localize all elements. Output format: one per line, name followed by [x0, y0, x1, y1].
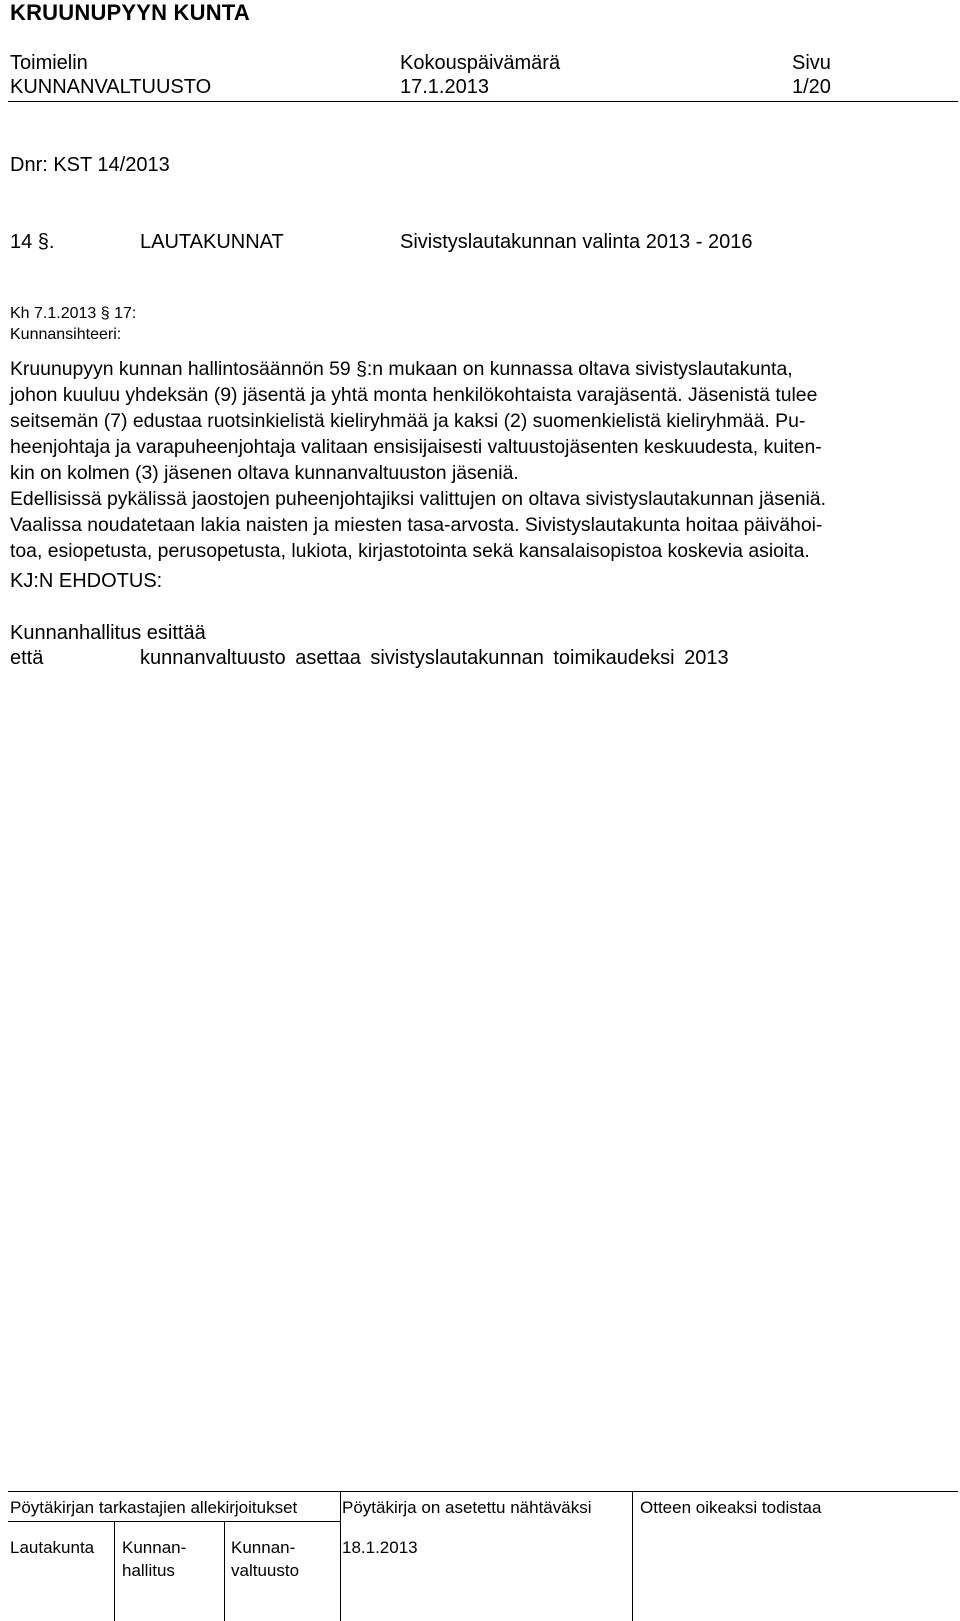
section-number: 14 §. — [10, 231, 55, 253]
organization-name: KRUUNUPYYN KUNTA — [10, 0, 250, 25]
body-line: toa, esiopetusta, perusopetusta, lukiota, kirjastotointa sekä kansalaisopistoa koskevia asioita. — [10, 540, 810, 562]
signature-council-label — [122, 1536, 186, 1582]
signature-council-label-line1: Kunnan- — [122, 1538, 187, 1557]
signature-council-label-line2: hallitus — [122, 1561, 175, 1580]
body-line: kin on kolmen (3) jäsenen oltava kunnanvaltuuston jäseniä. — [10, 462, 519, 484]
signature-box-divider — [114, 1521, 115, 1621]
body-line: johon kuuluu yhdeksän (9) jäsentä ja yhtä monta henkilökohtaista varajäsentä. Jäsenistä tulee — [10, 384, 818, 406]
signature-assembly-label — [231, 1536, 299, 1582]
section-category: LAUTAKUNNAT — [140, 231, 284, 253]
header-body-label: Toimielin — [10, 52, 88, 74]
body-line: heenjohtaja ja varapuheenjohtaja valitaan ensisijaisesti valtuustojäsenten keskuudesta, kuiten- — [10, 436, 822, 458]
meeting-reference: Kh 7.1.2013 § 17: — [10, 305, 137, 322]
signature-box-divider — [224, 1521, 225, 1621]
header-date-label: Kokouspäivämärä — [400, 52, 561, 74]
header-date-value: 17.1.2013 — [400, 76, 489, 98]
posted-date: 18.1.2013 — [342, 1538, 418, 1557]
section-title: Sivistyslautakunnan valinta 2013 - 2016 — [400, 231, 753, 253]
body-line: Vaalissa noudatetaan lakia naisten ja miesten tasa-arvosta. Sivistyslautakunta hoitaa päivähoi- — [10, 514, 823, 536]
signature-assembly-label-line1: Kunnan- — [231, 1538, 296, 1557]
signatures-heading: Pöytäkirjan tarkastajien allekirjoitukset — [10, 1498, 298, 1517]
proposal-intro: Kunnanhallitus esittää — [10, 622, 206, 644]
signature-board-label: Lautakunta — [10, 1538, 95, 1557]
body-paragraph — [10, 356, 960, 564]
header-page-value: 1/20 — [792, 76, 831, 98]
footer-col-divider — [632, 1491, 633, 1621]
header-divider — [8, 101, 958, 102]
body-line: Edellisissä pykälissä jaostojen puheenjohtajiksi valittujen on oltava sivistyslautakunnan jäseniä. — [10, 488, 826, 510]
footer-top-divider — [8, 1491, 958, 1492]
header-body-value: KUNNANVALTUUSTO — [10, 76, 212, 98]
preparer-label: Kunnansihteeri: — [10, 326, 122, 343]
signature-assembly-label-line2: valtuusto — [231, 1561, 300, 1580]
footer-col-divider — [340, 1491, 341, 1621]
header-page-label: Sivu — [792, 52, 831, 74]
posted-heading: Pöytäkirja on asetettu nähtäväksi — [342, 1498, 592, 1517]
certified-heading: Otteen oikeaksi todistaa — [640, 1498, 822, 1517]
diary-number: Dnr: KST 14/2013 — [10, 154, 170, 176]
proposal-conjunction: että — [10, 647, 44, 669]
body-line: seitsemän (7) edustaa ruotsinkielistä kieliryhmää ja kaksi (2) suomenkielistä kieliryhmää. Pu- — [10, 410, 806, 432]
proposal-heading: KJ:N EHDOTUS: — [10, 570, 163, 592]
proposal-text: kunnanvaltuusto asettaa sivistyslautakunnan toimikaudeksi 2013 — [140, 647, 729, 669]
body-line: Kruunupyyn kunnan hallintosäännön 59 §:n mukaan on kunnassa oltava sivistyslautakunta, — [10, 358, 793, 380]
signatures-subdivider — [8, 1521, 340, 1522]
